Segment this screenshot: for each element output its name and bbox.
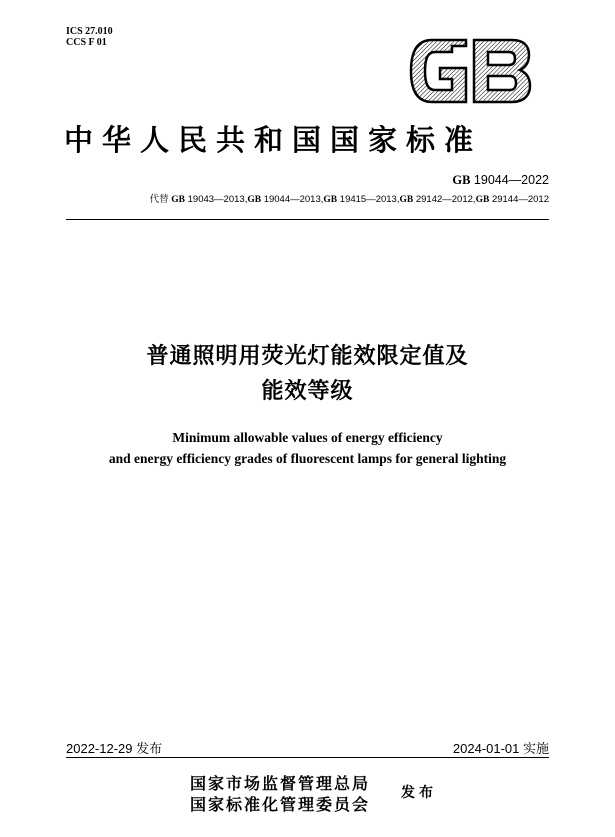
title-cn-line1: 普通照明用荧光灯能效限定值及: [146, 344, 469, 369]
footer-divider: [66, 757, 549, 758]
standard-number-value: 19044—2022: [473, 173, 549, 187]
replaced-number: 19043—2013: [187, 194, 245, 205]
issuer-samr: 国家市场监督管理总局: [190, 774, 371, 793]
classification-codes: [66, 26, 113, 48]
standard-category: 中华人民共和国国家标准: [64, 123, 483, 157]
replaces-line: 代替 GB 19043—2013,GB 19044—2013,GB 19415—2013,GB 29142—2012,GB 29144—2012: [149, 194, 549, 205]
title-cn-line2: 能效等级: [261, 379, 354, 404]
title-en-line2: and energy efficiency grades of fluorescent lamps for general lighting: [108, 451, 507, 466]
standard-number: [452, 173, 549, 188]
replaced-number: 19415—2013: [339, 194, 397, 205]
replaced-prefix: GB: [399, 195, 414, 205]
standard-number-prefix: GB: [452, 173, 471, 187]
ccs-code: CCS F 01: [66, 37, 107, 48]
issue-date: 2022-12-29 发布: [66, 741, 163, 756]
replaced-number: 19044—2013: [263, 194, 321, 205]
ics-code: ICS 27.010: [66, 26, 113, 37]
replaces-label: 代替: [149, 194, 169, 205]
replaced-prefix: GB: [323, 195, 338, 205]
implementation-date: 2024-01-01 实施: [452, 741, 549, 756]
publish-label: 发布: [401, 785, 437, 801]
issuer-sac: 国家标准化管理委员会: [190, 795, 371, 814]
replaced-prefix: GB: [475, 195, 490, 205]
header-divider: [66, 219, 549, 220]
replaced-prefix: GB: [247, 195, 262, 205]
title-en-line1: Minimum allowable values of energy efficiency: [172, 430, 443, 445]
replaced-number: 29142—2012: [415, 194, 473, 205]
gb-logo-icon: [408, 36, 532, 106]
replaced-prefix: GB: [171, 195, 185, 205]
replaced-number: 29144—2012: [491, 194, 549, 205]
